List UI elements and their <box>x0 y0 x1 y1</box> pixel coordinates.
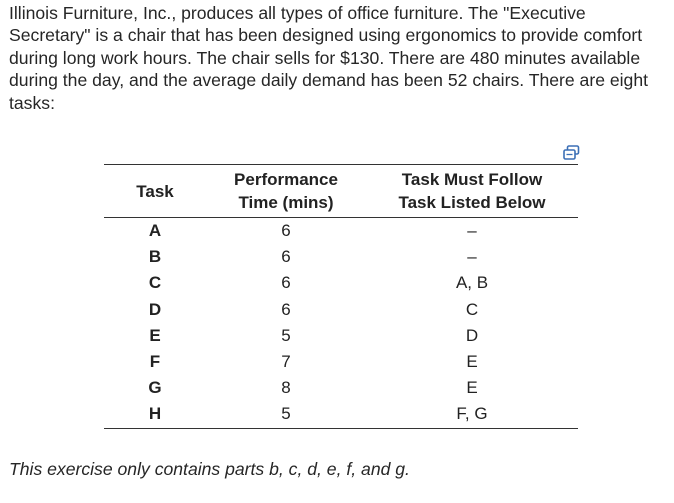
cell-time: 6 <box>281 273 291 293</box>
cell-time: 7 <box>281 352 291 372</box>
table-row <box>104 244 578 270</box>
header-time-line2: Time (mins) <box>238 193 334 212</box>
table-row <box>104 349 578 375</box>
problem-statement: Illinois Furniture, Inc., produces all types of office furniture. The "Executive Secretary" is a chair that has been designed using ergonomics to provide comfort during long work hours. The chair sells for $130. There are 480 minutes available during the day, and the average daily demand has been 52 chairs. There are eight tasks: <box>9 3 649 113</box>
header-task <box>104 165 206 218</box>
cell-time: 6 <box>281 299 291 319</box>
table-row <box>104 323 578 349</box>
copy-to-clipboard-icon[interactable] <box>563 145 581 161</box>
cell-predecessor: F, G <box>366 401 578 428</box>
cell-task: C <box>148 273 162 293</box>
cell-task: D <box>148 299 162 319</box>
cell-predecessor: C <box>465 299 479 319</box>
header-performance-time <box>206 165 366 218</box>
cell-predecessor: E <box>466 352 478 372</box>
table-row <box>104 270 578 296</box>
cell-task: H <box>104 401 206 428</box>
cell-predecessor: A, B <box>455 273 489 293</box>
cell-task: F <box>149 352 161 372</box>
task-table-container <box>104 164 578 429</box>
table-row <box>104 218 578 245</box>
exercise-note: This exercise only contains parts b, c, d, e, f, and g. <box>9 459 410 479</box>
cell-time: 6 <box>281 221 291 241</box>
header-task-label: Task <box>136 181 174 201</box>
table-header-row <box>104 165 578 218</box>
cell-task: B <box>148 247 162 267</box>
cell-time: 6 <box>281 247 291 267</box>
cell-predecessor: E <box>466 378 478 398</box>
cell-task: E <box>149 325 161 345</box>
cell-predecessor: D <box>465 325 479 345</box>
header-pred-line2: Task Listed Below <box>398 193 546 212</box>
cell-task: A <box>148 221 162 241</box>
cell-time: 8 <box>281 378 291 398</box>
header-time-line1: Performance <box>234 170 338 189</box>
table-row <box>104 401 578 428</box>
task-table <box>104 164 578 429</box>
header-predecessor <box>366 165 578 218</box>
cell-time: 5 <box>281 325 291 345</box>
cell-predecessor: – <box>467 247 477 267</box>
cell-task: G <box>148 378 162 398</box>
cell-predecessor: – <box>467 221 477 241</box>
cell-time: 5 <box>206 401 366 428</box>
table-row <box>104 375 578 401</box>
table-row <box>104 297 578 323</box>
header-pred-line1: Task Must Follow <box>401 170 543 189</box>
